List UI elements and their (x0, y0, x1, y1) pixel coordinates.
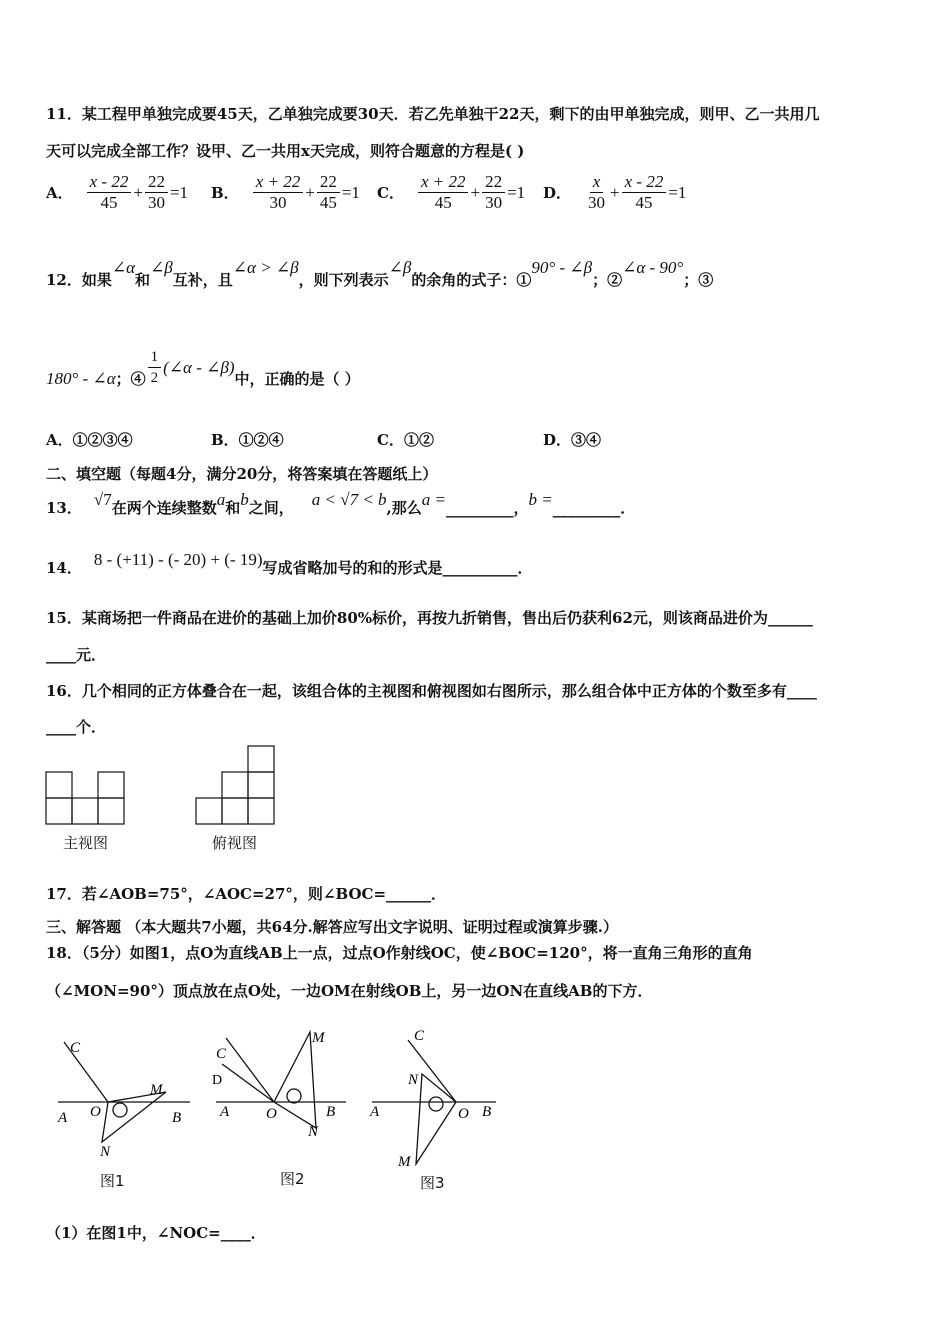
text: 之间， (248, 499, 294, 517)
fraction-denominator: 45 (319, 193, 337, 212)
text: ；④ (115, 370, 146, 388)
fraction-denominator: 45 (434, 193, 452, 212)
text: ；③ (683, 271, 714, 289)
cube-square (46, 798, 72, 824)
label-b: B (482, 1104, 492, 1120)
math-inequality: a < √7 < b (311, 490, 387, 509)
cube-square (46, 772, 72, 798)
fraction-numerator: x - 22 (622, 172, 667, 193)
plus-sign: + (470, 182, 481, 202)
fraction-denominator: 30 (147, 193, 165, 212)
cube-square (248, 798, 274, 824)
fraction-numerator: 22 (482, 172, 505, 193)
right-triangle (416, 1074, 456, 1164)
fraction-numerator: 1 (148, 347, 162, 368)
q15-line1: 15．某商场把一件商品在进价的基础上加价80%标价，再按九折销售，售出后仍获利62元，则该商品进价为______ (46, 609, 813, 627)
math-expression-2: ∠α - 90° (622, 258, 684, 277)
top-view-caption: 俯视图 (212, 834, 258, 852)
math-beta: ∠β (388, 258, 412, 277)
right-triangle (274, 1032, 316, 1128)
math-expression-1: 90° - ∠β (531, 258, 593, 277)
q15-line2: ____元． (46, 646, 107, 664)
cube-square (222, 772, 248, 798)
option-label: C． (377, 184, 404, 202)
figure-3 (366, 1024, 506, 1170)
right-triangle (102, 1092, 166, 1142)
math-alpha: ∠α (111, 258, 136, 277)
figure-1-caption: 图1 (100, 1172, 125, 1190)
q11-line1: 11．某工程甲单独完成要45天，乙单独完成要30天．若乙先单独干22天，剩下的由甲单独完成，则甲、乙一共用几 (46, 105, 820, 123)
q12-line2 (46, 346, 360, 389)
fraction-numerator: 22 (317, 172, 340, 193)
q18-line2: （∠MON=90°）顶点放在点O处，一边OM在射线OB上，另一边ON在直线AB的下方． (46, 982, 653, 1000)
section-2-heading: 二、填空题（每题4分，满分20分，将答案填在答题纸上） (46, 465, 438, 483)
question-number: 14． (46, 559, 82, 577)
q18-line1: 18．（5分）如图1，点O为直线AB上一点，过点O作射线OC，使∠BOC=120°，将一直角三角形的直角 (46, 944, 753, 962)
label-c: C (70, 1040, 81, 1056)
q11-option-b (211, 172, 360, 213)
q17-line: 17．若∠AOB=75°，∠AOC=27°，则∠BOC=______． (46, 885, 447, 903)
fraction-numerator: x - 22 (87, 172, 132, 193)
fraction-denominator: 45 (635, 193, 653, 212)
plus-sign: + (133, 182, 143, 202)
q11-option-d (543, 172, 686, 213)
label-m: M (150, 1082, 163, 1098)
equals-one: =1 (668, 182, 687, 202)
plus-sign: + (610, 182, 620, 202)
q12-option-c: C．①② (377, 431, 434, 449)
label-d: D (212, 1073, 223, 1088)
math-sqrt7: √7 (93, 490, 112, 509)
label-m: M (398, 1154, 411, 1170)
q12-line1 (46, 258, 714, 289)
fraction-numerator: 22 (145, 172, 168, 193)
cube-square (98, 772, 124, 798)
math-b: b (240, 490, 249, 509)
answer-blank-a: _________ (446, 500, 514, 518)
plus-sign: + (305, 182, 315, 202)
ray-oc (226, 1038, 274, 1102)
fraction-denominator: 30 (485, 193, 503, 212)
q11-option-c (377, 172, 525, 213)
top-view-figure (192, 744, 280, 828)
cube-square (248, 772, 274, 798)
cube-square (248, 746, 274, 772)
equals-one: =1 (341, 182, 360, 202)
option-label: D． (543, 184, 572, 202)
text: 和 (225, 499, 241, 517)
text: ， (513, 499, 529, 517)
math-a-equals: a = (421, 490, 447, 509)
label-b: B (326, 1104, 336, 1120)
label-m: M (312, 1030, 325, 1046)
text: ． (620, 499, 636, 517)
q12-option-b: B．①②④ (211, 431, 284, 449)
text: ,那么 (386, 499, 422, 517)
text: 在两个连续整数 (111, 499, 217, 517)
equals-one: =1 (507, 182, 526, 202)
fraction-denominator: 45 (100, 193, 118, 212)
math-beta: ∠β (150, 258, 173, 277)
q11-line2: 天可以完成全部工作？设甲、乙一共用x天完成，则符合题意的方程是( ) (46, 142, 525, 160)
equals-one: =1 (169, 182, 189, 202)
label-c: C (414, 1028, 425, 1044)
q14-line (46, 550, 533, 577)
q12-option-d: D．③④ (543, 431, 602, 449)
text: 的余角的式子：① (411, 271, 532, 289)
text: 写成省略加号的和的形式是__________． (262, 559, 533, 577)
fraction-denominator: 2 (150, 370, 159, 386)
cube-square (98, 798, 124, 824)
section-3-heading: 三、解答题 （本大题共7小题，共64分.解答应写出文字说明、证明过程或演算步骤.） (46, 918, 618, 936)
text: 中，正确的是（ ） (234, 370, 360, 388)
ray-od (222, 1064, 274, 1102)
ray-oc (408, 1040, 456, 1102)
label-a: A (58, 1110, 68, 1126)
fraction-numerator: x + 22 (253, 172, 304, 193)
math-expression-3: 180° - ∠α (46, 368, 116, 388)
q11-option-a (46, 172, 188, 213)
label-n: N (408, 1072, 419, 1088)
math-a: a (216, 490, 226, 509)
question-number: 13． (46, 499, 82, 517)
figure-1 (54, 1030, 194, 1160)
text: 互补，且 (172, 271, 233, 289)
figure-2 (212, 1024, 352, 1160)
q16-line1: 16．几个相同的正方体叠合在一起，该组合体的主视图和俯视图如右图所示，那么组合体中正方体的个数至多有____ (46, 682, 817, 700)
q18-sub1: （1）在图1中，∠NOC=____． (46, 1224, 266, 1242)
cube-square (72, 798, 98, 824)
q12-option-a: A．①②③④ (46, 431, 133, 449)
text: 和 (135, 271, 151, 289)
front-view-figure (44, 768, 132, 828)
text: 12．如果 (46, 271, 112, 289)
triangle-hole (429, 1097, 443, 1111)
q13-line (46, 490, 636, 518)
label-o: O (90, 1104, 101, 1120)
option-label: A． (46, 184, 73, 202)
label-c: C (216, 1046, 227, 1062)
figure-3-caption: 图3 (420, 1174, 445, 1192)
label-o: O (266, 1106, 277, 1122)
fraction-denominator: 30 (269, 193, 287, 212)
cube-square (196, 798, 222, 824)
fraction-numerator: x (590, 172, 604, 193)
option-label: B． (211, 184, 239, 202)
label-n: N (100, 1144, 111, 1160)
triangle-hole (113, 1103, 127, 1117)
text: ；② (592, 271, 623, 289)
math-expression-4: (∠α - ∠β) (163, 357, 235, 377)
label-b: B (172, 1110, 182, 1126)
triangle-hole (287, 1089, 301, 1103)
answer-blank-b: _________ (552, 500, 621, 518)
cube-square (222, 798, 248, 824)
label-n: N (308, 1124, 319, 1140)
figure-2-caption: 图2 (280, 1170, 305, 1188)
q16-line2: ____个． (46, 718, 107, 736)
label-o: O (458, 1106, 469, 1122)
math-b-equals: b = (528, 490, 553, 509)
math-condition: ∠α > ∠β (232, 258, 299, 277)
fraction-numerator: x + 22 (418, 172, 469, 193)
math-expression: 8 - (+11) - (- 20) + (- 19) (93, 550, 263, 569)
fraction-denominator: 30 (588, 193, 606, 212)
label-a: A (220, 1104, 230, 1120)
text: ，则下列表示 (298, 271, 389, 289)
front-view-caption: 主视图 (63, 834, 109, 852)
label-a: A (370, 1104, 380, 1120)
